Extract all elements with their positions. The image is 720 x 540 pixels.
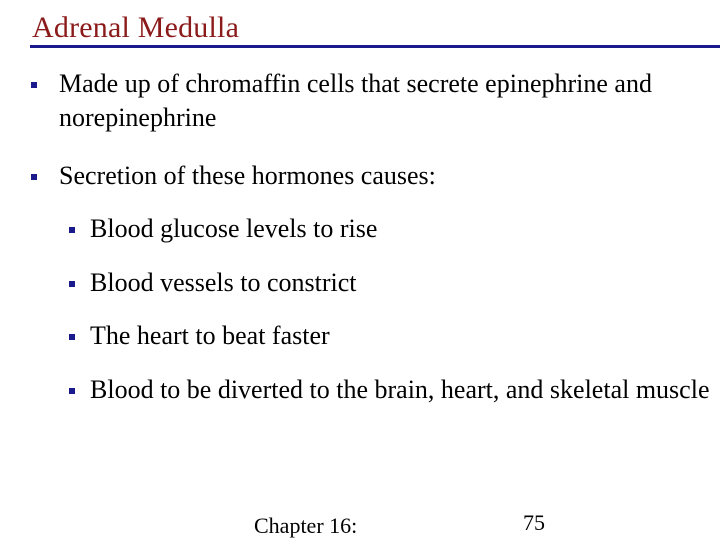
square-bullet-icon — [31, 82, 37, 88]
square-bullet-icon — [31, 174, 37, 180]
bullet-text: Secretion of these hormones causes: — [59, 161, 436, 190]
slide-title: Adrenal Medulla — [32, 11, 240, 44]
bullet-text: Made up of chromaffin cells that secrete epinephrine and norepinephrine — [59, 69, 652, 132]
square-bullet-icon — [69, 227, 75, 233]
square-bullet-icon — [69, 388, 75, 394]
sub-bullet-item — [90, 212, 710, 246]
title-underline — [30, 45, 720, 48]
bullet-item — [59, 67, 699, 135]
square-bullet-icon — [69, 334, 75, 340]
sub-bullet-text: Blood glucose levels to rise — [90, 214, 378, 243]
sub-bullet-text: Blood vessels to constrict — [90, 268, 357, 297]
sub-bullet-item — [90, 373, 710, 407]
sub-bullet-text: Blood to be diverted to the brain, heart, and skeletal muscle — [90, 375, 710, 404]
bullet-item — [59, 159, 699, 193]
footer-chapter: Chapter 16: — [254, 513, 358, 538]
square-bullet-icon — [69, 281, 75, 287]
page-number: 75 — [523, 510, 545, 535]
sub-bullet-item — [90, 319, 710, 353]
sub-bullet-item — [90, 266, 710, 300]
sub-bullet-text: The heart to beat faster — [90, 321, 330, 350]
